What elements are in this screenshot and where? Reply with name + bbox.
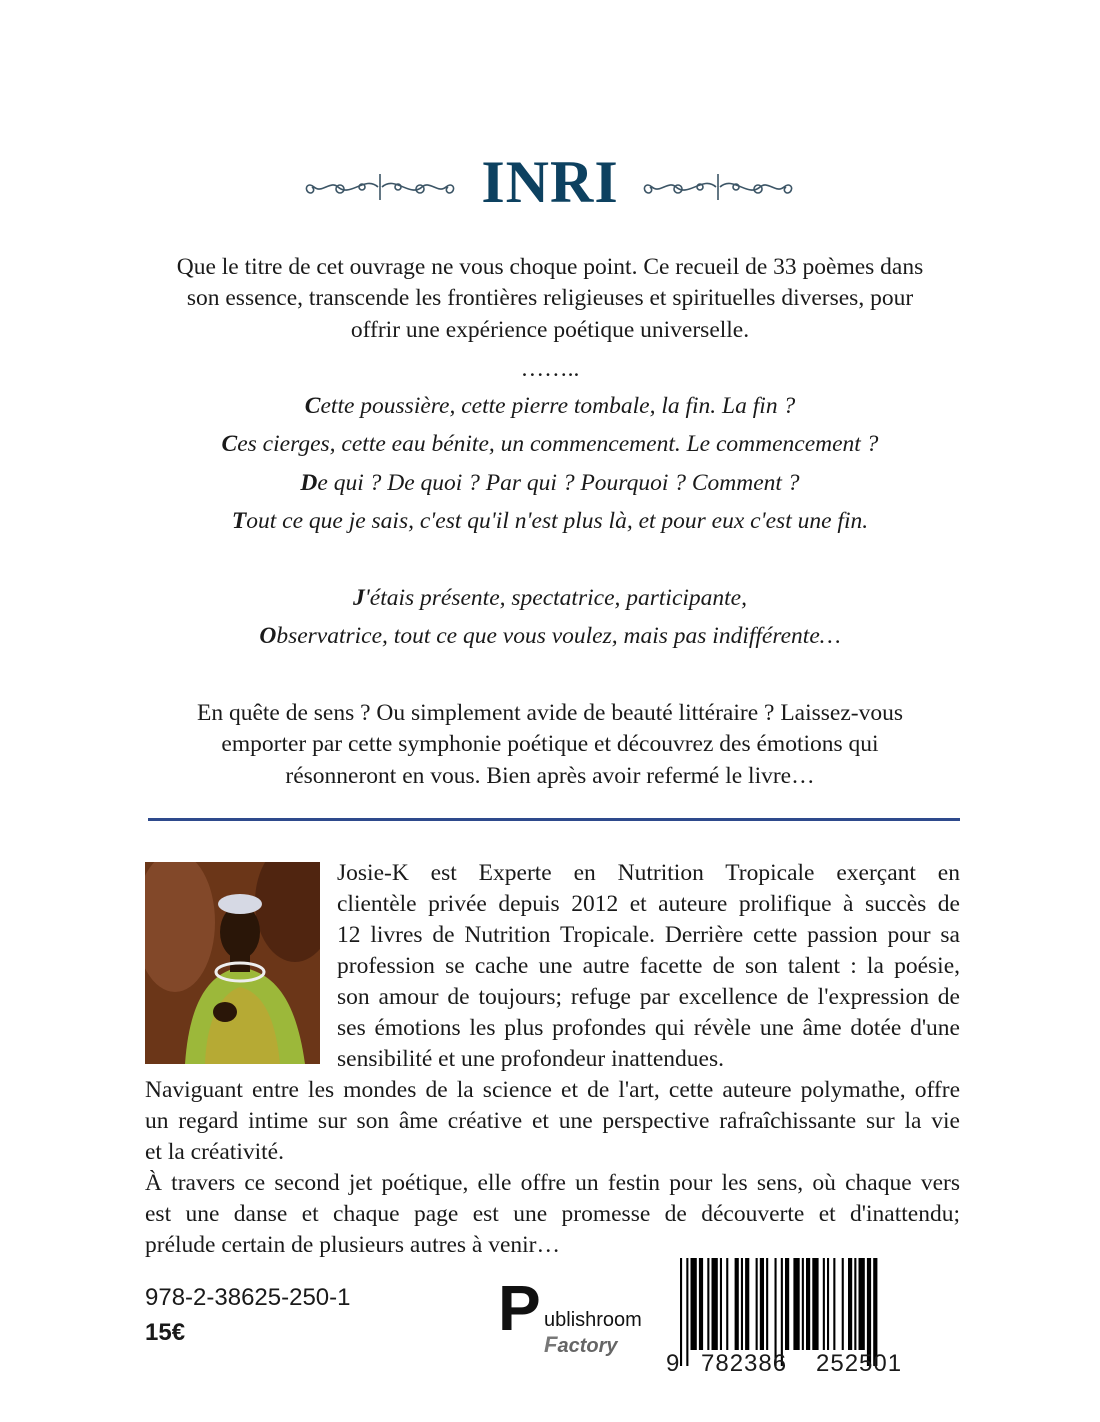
- poem-line: Cette poussière, cette pierre tombale, la fin. La fin ?: [304, 393, 796, 419]
- bio-line: est une danse et chaque page est une promesse de découverte et d'inattendu;: [145, 1201, 960, 1227]
- barcode-bar: [691, 1258, 697, 1350]
- bio-line: et la créativité.: [145, 1139, 284, 1165]
- barcode-digits-right: 252501: [816, 1350, 903, 1377]
- bio-line: profession se cache une autre facette de son talent : la poésie,: [337, 953, 960, 979]
- barcode-bar: [735, 1258, 739, 1350]
- barcode-bar: [707, 1258, 709, 1350]
- poem-line: J'étais présente, spectatrice, participante,: [353, 585, 747, 611]
- price-text: 15€: [145, 1319, 186, 1346]
- bio-line: Josie-K est Experte en Nutrition Tropicale exerçant en: [337, 860, 960, 886]
- barcode-bar: [726, 1258, 728, 1350]
- poem-line: Observatrice, tout ce que vous voulez, mais pas indifférente…: [259, 623, 841, 649]
- publisher-word2: Factory: [544, 1332, 618, 1357]
- barcode-bar: [842, 1258, 844, 1350]
- barcode-bar: [741, 1258, 743, 1350]
- outro-line: emporter par cette symphonie poétique et découvrez des émotions qui: [221, 731, 879, 757]
- poem-line: Ces cierges, cette eau bénite, un commencement. Le commencement ?: [221, 431, 879, 457]
- bio-line: Naviguant entre les mondes de la science et de l'art, cette auteure polymathe, offre: [145, 1077, 960, 1103]
- right-flourish-ornament: [638, 170, 798, 204]
- bio-line: À travers ce second jet poétique, elle offre un festin pour les sens, où chaque vers: [145, 1170, 960, 1196]
- barcode-bar: [686, 1258, 688, 1366]
- bio-line: 12 livres de Nutrition Tropicale. Derrière cette passion pour sa: [337, 922, 960, 948]
- bio-line: ses émotions les plus profondes qui révèle une âme dotée d'une: [337, 1015, 960, 1041]
- barcode-bar: [745, 1258, 749, 1350]
- publisher-logo: [498, 1272, 648, 1360]
- barcode-bar: [827, 1258, 829, 1350]
- barcode-bar: [712, 1258, 718, 1350]
- barcode-bar: [802, 1258, 804, 1350]
- bio-line: prélude certain de plusieurs autres à venir…: [145, 1232, 561, 1258]
- divider: [148, 818, 960, 821]
- barcode-bar: [785, 1258, 789, 1350]
- isbn-text: 978-2-38625-250-1: [145, 1284, 351, 1311]
- book-title: INRI: [481, 149, 619, 215]
- barcode-digit-first: 9: [666, 1350, 680, 1377]
- barcode-bar: [854, 1258, 856, 1350]
- bio-line: sensibilité et une profondeur inattendues.: [337, 1046, 724, 1072]
- barcode-bar: [859, 1258, 865, 1350]
- barcode-bar: [806, 1258, 810, 1350]
- barcode-digits-left: 782386: [701, 1350, 788, 1377]
- barcode-bar: [848, 1258, 852, 1350]
- intro-line: son essence, transcende les frontières religieuses et spirituelles diverses, pour: [186, 285, 914, 311]
- outro-line: En quête de sens ? Ou simplement avide de beauté littéraire ? Laissez-vous: [196, 700, 904, 726]
- poem-line: Tout ce que je sais, c'est qu'il n'est plus là, et pour eux c'est une fin.: [231, 508, 869, 534]
- publisher-initial: P: [498, 1272, 541, 1344]
- bio-line: clientèle privée depuis 2012 et auteure prolifique à succès de: [337, 891, 960, 917]
- barcode-bar: [823, 1258, 825, 1350]
- separator-dots: ……..: [520, 356, 580, 382]
- poem-line: De qui ? De quoi ? Par qui ? Pourquoi ? Comment ?: [300, 470, 800, 496]
- barcode-bar: [760, 1258, 764, 1350]
- bio-line: un regard intime sur son âme créative et une perspective rafraîchissante sur la vie: [145, 1108, 960, 1134]
- isbn-barcode: [664, 1258, 920, 1378]
- intro-line: offrir une expérience poétique universelle.: [350, 317, 750, 343]
- barcode-bar: [680, 1258, 682, 1366]
- barcode-bar: [766, 1258, 768, 1350]
- intro-line: Que le titre de cet ouvrage ne vous choque point. Ce recueil de 33 poèmes dans: [176, 254, 924, 280]
- author-photo: [145, 862, 320, 1064]
- barcode-bar: [812, 1258, 818, 1350]
- barcode-bar: [833, 1258, 835, 1350]
- barcode-bar: [699, 1258, 703, 1350]
- barcode-bar: [793, 1258, 799, 1350]
- bio-line: son amour de toujours; refuge par excellence de l'expression de: [337, 984, 960, 1010]
- barcode-bar: [756, 1258, 758, 1350]
- outro-line: résonneront en vous. Bien après avoir refermé le livre…: [285, 763, 815, 789]
- barcode-bar: [720, 1258, 722, 1350]
- publisher-word1: ublishroom: [544, 1309, 642, 1331]
